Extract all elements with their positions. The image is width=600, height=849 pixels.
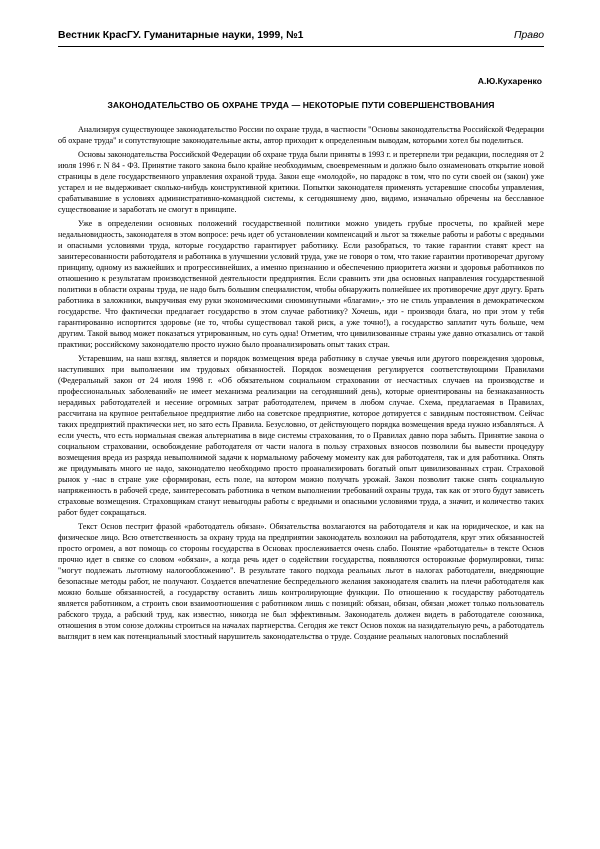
article-author: А.Ю.Кухаренко bbox=[477, 76, 542, 86]
paragraph-3: Уже в определении основных положений государственной политики можно увидеть грубые просчеты, по крайней мере недальновидность, законодателя в этом вопросе: речь идет об установлении компенсаций и льгот за тяжелые работы и работы с вредными и опасными условиями труда, которые государство гарантирует работнику. Если разобраться, то такие гарантии ставят крест на заинтересованности работодателя и работника в улучшении условий труда, уже не говоря о том, что такие гарантии противоречат другому принципу, одному из важнейших и прогрессивнейших, а именно признанию и обеспечению приоритета жизни и здоровья работников по отношению к результатам производственной деятельности предприятия. Если сравнить эти два основных направления государственной политики в области охраны труда, не надо быть большим специалистом, чтобы обнаружить полнейшее их противоречие друг другу. Брать работника в заложники, выкручивая ему руки экономическими сиюминутными «благами»,- это не стиль управления в демократическом государстве. Что фактически предлагает государство в этом случае работнику? Хочешь, иди - производи блага, но при этом у тебя гарантированно испортится здоровье (не то, чтобы существовал такой риск, а уже точно!), а государство заплатит чуть больше, чем другим. Такой вывод может показаться утрированным, но суть одна! Отметим, что цивилизованные страны уже давно отказались от такой практики; российскому законодателю просто нужно было проанализировать опыт таких стран. bbox=[58, 219, 544, 349]
article-body bbox=[58, 124, 544, 645]
paragraph-1: Анализируя существующее законодательство России по охране труда, в частности "Основы законодательства Российской Федерации об охране труда" и сопутствующие законодательные акты, автор приходит к определенным выводам, которыми хотел бы поделиться. bbox=[58, 125, 544, 145]
paragraph-5: Текст Основ пестрит фразой «работодатель обязан». Обязательства возлагаются на работодателя и как на юридическое, и как на физическое лицо. Всю ответственность за охрану труда на предприятии законодатель возложил на работодателя, круг этих обязанностей просто огромен, а вот помощь со стороны государства в Основах прослеживается очень слабо. Понятие «работодатель» в тексте Основ прочно идет в связке со словом «обязан», а когда речь идет о содействии государства, появляются осторожные формулировки, типа: "могут подлежать льготному налогообложению". В результате такого подхода реальных льгот в налогах работодатели, внедряющие безопасные методы работ, не получают. Создается впечатление беспредельного желания законодателя свалить на плечи работодателя как можно больше обязанностей, а государству оставить лишь контролирующие функции. По отношению к государству работодатель является работником, а строить свои взаимоотношения с работником лишь с позиций: обязан, обязан, обязан ,может только пользователь рабского труда, а рабский труд, как известно, никогда не был эффективным. Законодатель должен видеть в работодателе союзника, отношения в этом союзе должны строиться на началах партнерства. Сегодня же текст Основ похож на назидательную речь, а работодатель выглядит в нем как потенциальный злостный нарушитель законодательства о труде. Создание реальных налоговых послаблений bbox=[58, 522, 544, 641]
journal-citation: Вестник КрасГУ. Гуманитарные науки, 1999, №1 bbox=[58, 30, 304, 41]
paragraph-2: Основы законодательства Российской Федерации об охране труда были приняты в 1993 г. и претерпели три редакции, последняя от 2 июля 1996 г. N 84 - ФЗ. Принятие такого закона было крайне необходимым, своевременным и должно было ознаменовать открытие новой страницы в деле государственного управления охраной труда. Закон еще «молодой», но парадокс в том, что по сути своей он (закон) уже устарел и не выдерживает сколько-нибудь конструктивной критики. Попытки законодателя применять устаревшие способы управления, срабатывавшие в условиях административно-командной системы, к сегодняшнему дню, видимо, изначально обречены на бесславное существование и заработать не смогут в принципе. bbox=[58, 150, 544, 214]
article-title: ЗАКОНОДАТЕЛЬСТВО ОБ ОХРАНЕ ТРУДА — НЕКОТОРЫЕ ПУТИ СОВЕРШЕНСТВОВАНИЯ bbox=[107, 100, 495, 110]
running-header bbox=[58, 28, 544, 47]
paragraph-4: Устаревшим, на наш взгляд, является и порядок возмещения вреда работнику в случае увечья или другого повреждения здоровья, наступивших при выполнении им трудовых обязанностей. Порядок возмещения регулируется соответствующими Правилами (Федеральный закон от 24 июля 1998 г. «Об обязательном социальном страховании от несчастных случаев на производстве и профессиональных заболеваний» не имеет механизма реализации на сегодняшний день), которые ориентированы на безнаказанность нерадивых работодателей и несение огромных затрат работодателем, причем в любом случае. Схема, предлагаемая в Правилах, рассчитана на крупное рентабельное предприятие либо на советское предприятие, которое дотируется с завидным постоянством. Сейчас таких предприятий практически нет, но зато есть Правила. Безусловно, от действующего порядка возмещения вреда нужно избавляться. А если учесть, что есть нормальная свежая альтернатива в виде системы страхования, то о Правилах давно пора забыть. Принятие закона о социальном страховании, освобождение работодателя от части налога в пользу страховых взносов позволили бы вывести процедуру возмещения вреда из разряда невыполнимой задачи к нормальному рабочему моменту как для работодателя, так и для работника. Опять же придумывать много не надо, законодателю необходимо просто проанализировать богатый опыт цивилизованных стран. Страховой рынок у -нас в стране уже сформирован, есть поле, на котором можно получать урожай. Закон позволит также снять социальную напряженность в рабочей среде, заинтересовать работника в четком выполнении требований охраны труда, так как от этого будут зависеть страховые возмещения. Страховщикам станут невыгодны работы с вредными и опасными условиями труда, а значит, и количество таких работ будет сокращаться. bbox=[58, 354, 544, 517]
section-name: Право bbox=[513, 30, 544, 41]
